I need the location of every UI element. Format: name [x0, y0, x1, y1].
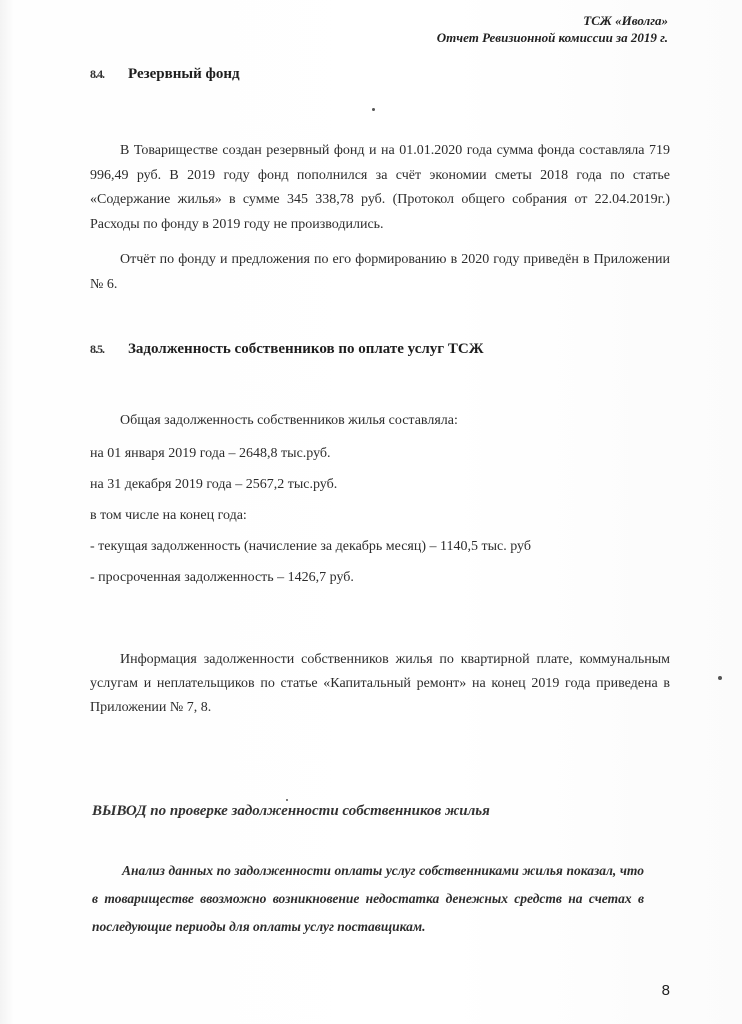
debt-line: в том числе на конец года: [90, 508, 247, 523]
paragraph-reserve-fund: В Товариществе создан резервный фонд и на 01.01.2020 года сумма фонда составляла 719 996,49 руб. В 2019 году фонд пополнился за счёт экономии сметы 2018 года по статье «Содержание жилья» в сумме 345 338,78 руб. (Протокол общего собрания от 22.04.2019г.) Расходы по фонду в 2019 году не производились. [90, 143, 670, 232]
section-number: 8.5. [90, 342, 104, 356]
section-title-owners-debt [90, 341, 484, 358]
section-heading: Резервный фонд [128, 66, 240, 82]
conclusion-text: Анализ данных по задолженности оплаты услуг собственниками жилья показал, что в товариществе ввозможно возникновение недостатка денежных средств на счетах в последующие периоды для оплаты услуг поставщикам. [92, 863, 644, 934]
paragraph-fund-report: Отчёт по фонду и предложения по его формированию в 2020 году приведён в Приложении № 6. [90, 252, 670, 292]
header-organization: ТСЖ «Иволга» [583, 13, 668, 28]
debt-line: на 01 января 2019 года – 2648,8 тыс.руб. [90, 446, 331, 461]
debt-line: - текущая задолженность (начисление за декабрь месяц) – 1140,5 тыс. руб [90, 539, 531, 554]
conclusion-title: ВЫВОД по проверке задолженности собственников жилья [92, 803, 490, 819]
page-number: 8 [661, 982, 670, 999]
paragraph-debt-appendix: Информация задолженности собственников жилья по квартирной плате, коммунальным услугам и неплательщиков по статье «Капитальный ремонт» на конец 2019 года приведена в Приложении № 7, 8. [90, 652, 670, 715]
scan-speck [718, 676, 722, 680]
debt-line: на 31 декабря 2019 года – 2567,2 тыс.руб. [90, 477, 338, 492]
debt-intro: Общая задолженность собственников жилья составляла: [120, 413, 458, 428]
section-title-reserve-fund [90, 66, 240, 83]
header-report-title: Отчет Ревизионной комиссии за 2019 г. [436, 30, 668, 45]
scan-speck [372, 108, 375, 111]
section-number: 8.4. [90, 67, 104, 81]
debt-line: - просроченная задолженность – 1426,7 руб. [90, 570, 354, 585]
scan-speck [286, 799, 288, 801]
section-heading: Задолженность собственников по оплате услуг ТСЖ [128, 341, 484, 357]
page-header [437, 12, 668, 46]
